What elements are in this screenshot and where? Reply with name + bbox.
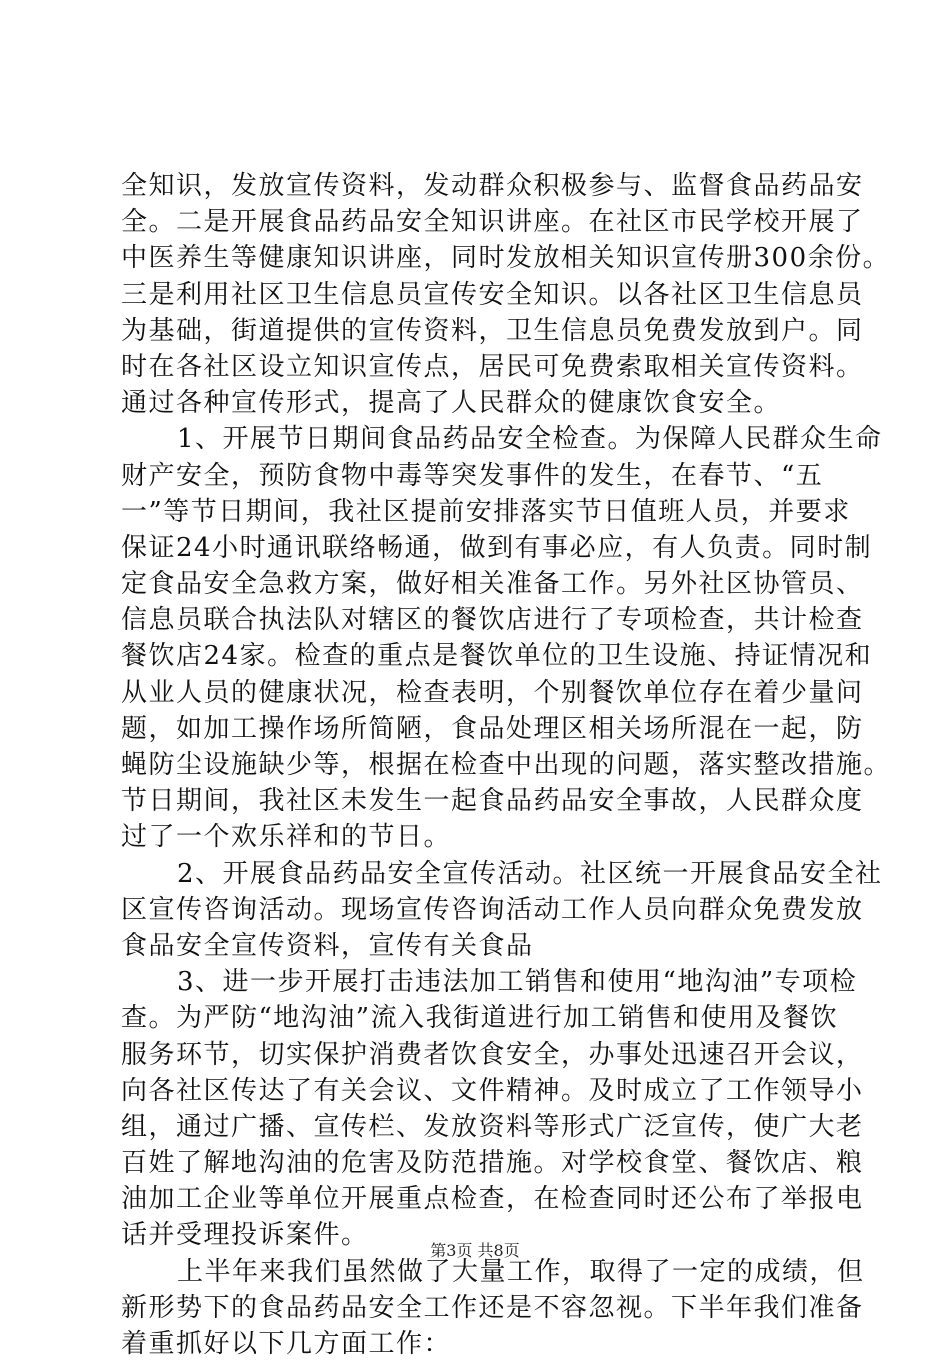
text-line: 为基础，街道提供的宣传资料，卫生信息员免费发放到户。同 <box>121 315 864 346</box>
text-line: 食品安全宣传资料，宣传有关食品 <box>121 930 534 961</box>
paragraph-start-line: 上半年来我们虽然做了大量工作，取得了一定的成绩，但 <box>177 1256 865 1287</box>
text-line: 话并受理投诉案件。 <box>121 1220 369 1251</box>
text-line: 信息员联合执法队对辖区的餐饮店进行了专项检查，共计检查 <box>121 605 864 636</box>
text-line: 中医养生等健康知识讲座，同时发放相关知识宣传册300余份。 <box>121 243 891 274</box>
page-number-footer: 第3页 共8页 <box>430 1241 520 1260</box>
text-line: 时在各社区设立知识宣传点，居民可免费索取相关宣传资料。 <box>121 351 864 382</box>
text-line: 查。为严防“地沟油”流入我街道进行加工销售和使用及餐饮 <box>121 1003 839 1034</box>
text-line: 通过各种宣传形式，提高了人民群众的健康饮食安全。 <box>121 388 782 419</box>
body-text <box>121 168 892 1362</box>
text-line: 新形势下的食品药品安全工作还是不容忽视。下半年我们准备 <box>121 1292 864 1323</box>
paragraph-start-line: 1、开展节日期间食品药品安全检查。为保障人民群众生命 <box>177 424 883 455</box>
text-line: 一”等节日期间，我社区提前安排落实节日值班人员，并要求 <box>121 496 851 527</box>
text-line: 过了一个欢乐祥和的节日。 <box>121 822 452 853</box>
text-line: 向各社区传达了有关会议、文件精神。及时成立了工作领导小 <box>121 1075 864 1106</box>
text-line: 服务环节，切实保护消费者饮食安全，办事处迅速召开会议， <box>121 1039 864 1070</box>
text-line: 油加工企业等单位开展重点检查，在检查同时还公布了举报电 <box>121 1184 864 1215</box>
text-line: 组，通过广播、宣传栏、发放资料等形式广泛宣传，使广大老 <box>121 1111 864 1142</box>
text-line: 从业人员的健康状况，检查表明，个别餐饮单位存在着少量问 <box>121 677 864 708</box>
text-line: 保证24小时通讯联络畅通，做到有事必应，有人负责。同时制 <box>121 532 873 563</box>
text-line: 节日期间，我社区未发生一起食品药品安全事故，人民群众度 <box>121 786 864 817</box>
text-line: 全知识，发放宣传资料，发动群众积极参与、监督食品药品安 <box>121 171 864 201</box>
text-line: 全。二是开展食品药品安全知识讲座。在社区市民学校开展了 <box>121 207 864 238</box>
text-line: 着重抓好以下几方面工作： <box>121 1329 452 1359</box>
text-line: 三是利用社区卫生信息员宣传安全知识。以各社区卫生信息员 <box>121 279 864 310</box>
text-line: 百姓了解地沟油的危害及防范措施。对学校食堂、餐饮店、粮 <box>121 1148 864 1179</box>
text-line: 题，如加工操作场所简陋，食品处理区相关场所混在一起，防 <box>121 713 864 744</box>
text-line: 餐饮店24家。检查的重点是餐饮单位的卫生设施、持证情况和 <box>121 641 873 672</box>
text-line: 财产安全，预防食物中毒等突发事件的发生，在春节、“五 <box>121 460 824 491</box>
text-line: 区宣传咨询活动。现场宣传咨询活动工作人员向群众免费发放 <box>121 894 864 925</box>
text-line: 蝇防尘设施缺少等，根据在检查中出现的问题，落实整改措施。 <box>121 750 892 780</box>
paragraph-start-line: 3、进一步开展打击违法加工销售和使用“地沟油”专项检 <box>177 967 858 998</box>
text-line: 定食品安全急救方案，做好相关准备工作。另外社区协管员、 <box>121 569 864 600</box>
paragraph-start-line: 2、开展食品药品安全宣传活动。社区统一开展食品安全社 <box>177 858 883 889</box>
